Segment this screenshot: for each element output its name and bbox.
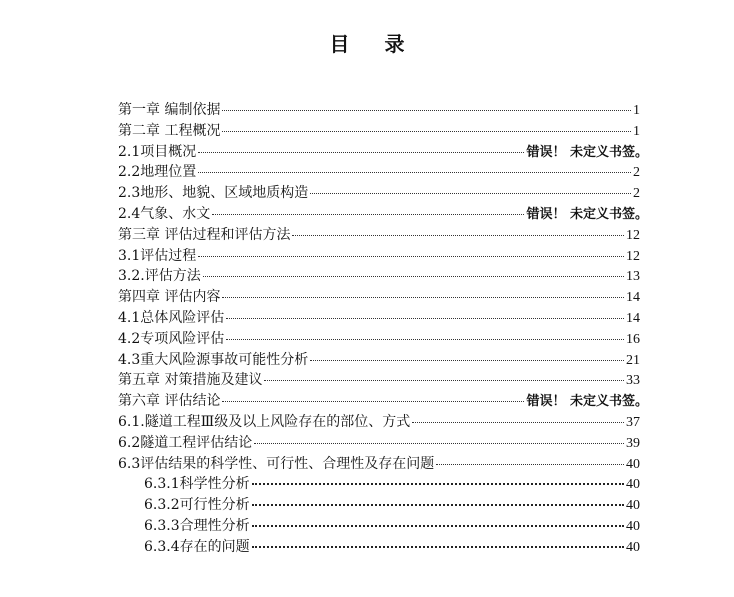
toc-page-number: 40 — [626, 498, 640, 514]
toc-entry[interactable] — [118, 246, 640, 267]
toc-page-number: 2 — [633, 186, 640, 202]
toc-entry-text: 第五章 对策措施及建议 — [118, 372, 263, 389]
toc-leader — [222, 110, 631, 111]
toc-page-number: 39 — [626, 435, 640, 451]
toc-entry-text: 第四章 评估内容 — [118, 289, 221, 306]
toc-entry-text: 3.2.评估方法 — [118, 268, 201, 285]
toc-leader — [264, 380, 624, 381]
toc-entry[interactable] — [118, 266, 640, 287]
toc-page-number: 21 — [626, 352, 640, 368]
toc-page-number: 14 — [626, 290, 640, 306]
toc-page-number: 1 — [633, 103, 640, 118]
toc-entry[interactable] — [118, 474, 640, 495]
toc-entry[interactable] — [118, 162, 640, 183]
toc-entry-text: 6.3.3合理性分析 — [144, 517, 250, 534]
toc-leader — [222, 297, 624, 298]
toc-entry[interactable] — [118, 391, 648, 412]
toc-bookmark-error: 错误！ 未定义书签。 — [526, 144, 648, 160]
toc-entry[interactable] — [118, 537, 640, 558]
toc-leader — [292, 235, 624, 236]
toc-page-number: 40 — [626, 456, 640, 472]
toc-page-number: 13 — [626, 269, 640, 285]
toc-page-number: 2 — [633, 165, 640, 181]
toc-entry-text: 2.2地理位置 — [118, 164, 197, 181]
toc-entry[interactable] — [118, 350, 640, 371]
toc-entry-text: 4.2专项风险评估 — [118, 330, 225, 347]
toc-page-number: 14 — [626, 310, 640, 326]
toc-entry-text: 第一章 编制依据 — [118, 102, 221, 118]
toc-leader — [226, 339, 624, 340]
toc-entry[interactable] — [118, 329, 640, 350]
toc-entry-text: 6.2隧道工程评估结论 — [118, 434, 253, 451]
toc-title: 目 录 — [329, 32, 419, 56]
toc-leader — [226, 318, 624, 319]
toc-leader — [198, 256, 624, 257]
toc-page-number: 12 — [626, 248, 640, 264]
toc-entry-text: 6.3.1科学性分析 — [144, 476, 250, 493]
toc-page-number: 40 — [626, 539, 640, 555]
toc-entry-text: 6.3.4存在的问题 — [144, 538, 250, 555]
toc-leader — [198, 172, 631, 173]
toc-entry[interactable] — [118, 433, 640, 454]
toc-entry-text: 2.4气象、水文 — [118, 205, 211, 222]
toc-page-number: 12 — [626, 227, 640, 243]
toc-entry[interactable] — [118, 204, 648, 225]
toc-list — [118, 100, 648, 558]
toc-entry[interactable] — [118, 183, 640, 204]
toc-leader — [436, 464, 624, 465]
toc-leader — [310, 193, 631, 194]
toc-entry-text: 6.3评估结果的科学性、可行性、合理性及存在问题 — [118, 455, 435, 472]
toc-entry[interactable] — [118, 121, 640, 142]
toc-entry-text: 第三章 评估过程和评估方法 — [118, 226, 291, 243]
toc-leader — [310, 360, 624, 361]
toc-entry-text: 2.3地形、地貌、区域地质构造 — [118, 185, 309, 202]
toc-entry-text: 2.1项目概况 — [118, 143, 197, 160]
toc-page-number: 1 — [633, 123, 640, 139]
toc-entry[interactable] — [118, 287, 640, 308]
toc-page-number: 33 — [626, 373, 640, 389]
toc-entry-text: 4.1总体风险评估 — [118, 309, 225, 326]
toc-entry[interactable] — [118, 100, 640, 121]
toc-entry[interactable] — [118, 225, 640, 246]
toc-leader — [252, 546, 624, 548]
toc-leader — [198, 152, 524, 153]
toc-page-number: 16 — [626, 331, 640, 347]
toc-leader — [252, 504, 624, 506]
toc-leader — [252, 483, 624, 485]
toc-page-number: 37 — [626, 414, 640, 430]
toc-leader — [252, 525, 624, 527]
toc-leader — [203, 276, 624, 277]
toc-entry[interactable] — [118, 370, 640, 391]
toc-entry[interactable] — [118, 142, 648, 163]
toc-entry-text: 第六章 评估结论 — [118, 393, 221, 410]
toc-page-number: 40 — [626, 518, 640, 534]
toc-bookmark-error: 错误！ 未定义书签。 — [526, 206, 648, 222]
toc-leader — [222, 401, 524, 402]
toc-leader — [254, 443, 624, 444]
toc-leader — [212, 214, 524, 215]
toc-entry[interactable] — [118, 308, 640, 329]
toc-leader — [412, 422, 624, 423]
toc-entry-text: 第二章 工程概况 — [118, 122, 221, 139]
toc-entry-text: 6.1.隧道工程Ⅲ级及以上风险存在的部位、方式 — [118, 413, 411, 430]
toc-page-number: 40 — [626, 477, 640, 493]
toc-entry[interactable] — [118, 516, 640, 537]
toc-bookmark-error: 错误！ 未定义书签。 — [526, 394, 648, 410]
toc-leader — [222, 131, 631, 132]
toc-entry[interactable] — [118, 454, 640, 475]
toc-entry-text: 4.3重大风险源事故可能性分析 — [118, 351, 309, 368]
toc-entry-text: 6.3.2可行性分析 — [144, 497, 250, 514]
toc-entry[interactable] — [118, 412, 640, 433]
toc-entry-text: 3.1评估过程 — [118, 247, 197, 264]
toc-entry[interactable] — [118, 495, 640, 516]
